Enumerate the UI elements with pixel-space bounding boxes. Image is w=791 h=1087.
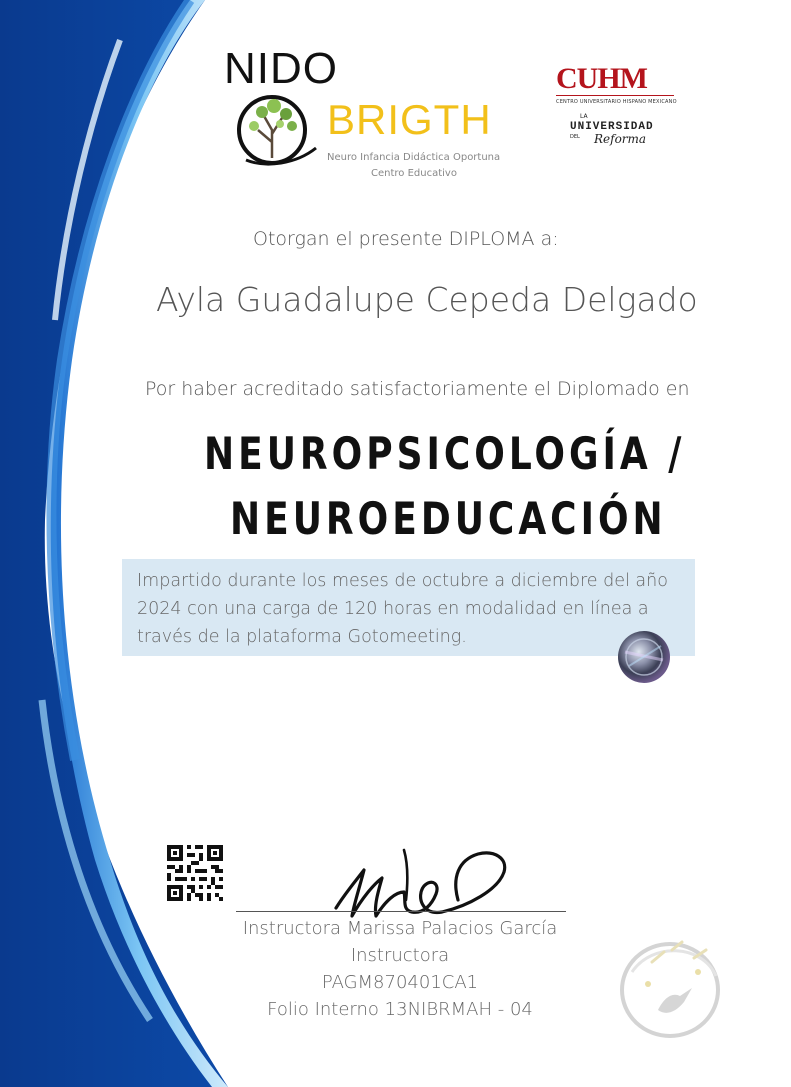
cuhm-tag-reforma: Reforma: [594, 132, 647, 146]
program-details: Impartido durante los meses de octubre a diciembre del año 2024 con una carga de 120 horas en modalidad en línea a través de la plataforma Gotomeeting.: [137, 571, 668, 647]
internal-folio: Folio Interno 13NIBRMAH - 04: [267, 999, 533, 1020]
bird-wreath-watermark-icon: [612, 932, 732, 1042]
hologram-seal-icon: [617, 630, 671, 684]
recipient-name: Ayla Guadalupe Cepeda Delgado: [156, 280, 698, 319]
logo-subtitle: Centro Educativo: [371, 168, 457, 179]
cuhm-tag-del: DEL: [570, 134, 580, 140]
cuhm-tag-universidad: UNIVERSIDAD: [570, 121, 654, 133]
cuhm-logo: [556, 62, 676, 162]
tree-icon: [236, 90, 324, 168]
logo-word-brigth: BRIGTH: [327, 96, 492, 143]
signatory-name: Instructora Marissa Palacios García: [242, 918, 558, 939]
logo-tagline: Neuro Infancia Didáctica Oportuna: [327, 152, 501, 163]
diploma-intro: Otorgan el presente DIPLOMA a:: [253, 228, 559, 250]
signature-line: [236, 911, 566, 912]
diploma-reason: Por haber acreditado satisfactoriamente el Diplomado en: [145, 378, 690, 400]
signatory-role: Instructora: [350, 945, 450, 966]
logo-word-nido: NIDO: [224, 44, 338, 93]
program-title-line1: NEUROPSICOLOGÍA /: [204, 428, 686, 481]
cuhm-name: CUHM: [556, 62, 647, 95]
program-title-line2: NEUROEDUCACIÓN: [230, 493, 667, 546]
signatory-id: PAGM870401CA1: [321, 972, 479, 993]
signature-icon: [236, 820, 536, 930]
nido-brigth-logo: [224, 44, 514, 184]
qr-code-icon: [167, 845, 223, 901]
cuhm-subtitle: CENTRO UNIVERSITARIO HISPANO MEXICANO: [556, 99, 677, 105]
cuhm-tag-la: LA: [580, 113, 588, 120]
cuhm-divider: [556, 95, 674, 96]
